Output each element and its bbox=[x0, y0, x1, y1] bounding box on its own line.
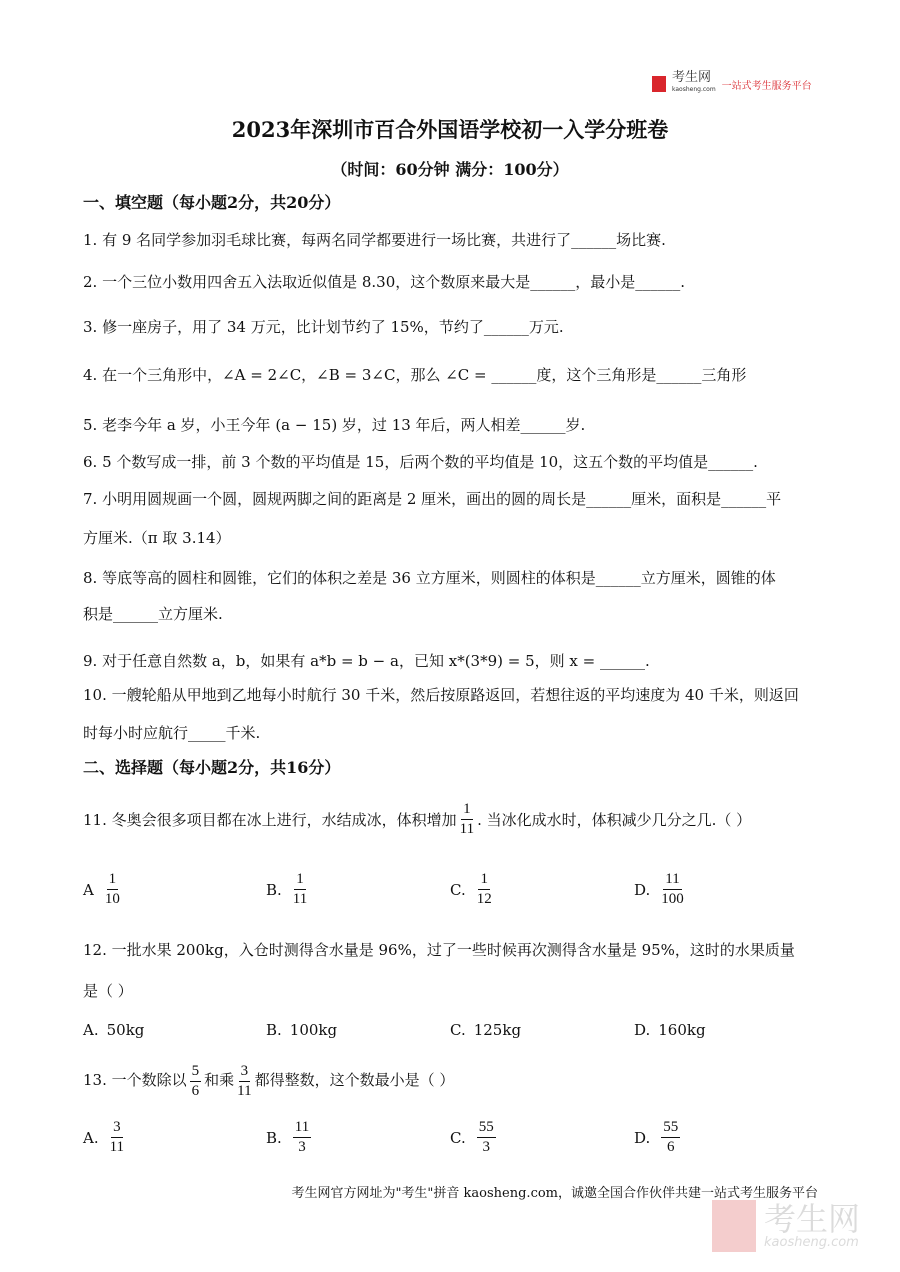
question-line: 方厘米.（π 取 3.14） bbox=[83, 529, 231, 547]
logo-icon bbox=[652, 76, 666, 92]
option-d[interactable]: D. $\frac{11}{100}$ bbox=[634, 871, 684, 907]
option-a[interactable]: A $\frac{1}{10}$ bbox=[83, 871, 120, 907]
option-c[interactable]: C. 125kg bbox=[450, 1021, 522, 1039]
question-line: 7. 小明用圆规画一个圆，圆规两脚之间的距离是 2 厘米，画出的圆的周长是______厘米，面积是______平 bbox=[83, 490, 782, 508]
section-heading: 一、填空题（每小题2分，共20分） bbox=[83, 193, 341, 212]
option-c[interactable]: C. $\frac{1}{12}$ bbox=[450, 871, 492, 907]
question-line: 是（ ） bbox=[83, 982, 133, 1000]
option-b[interactable]: B. 100kg bbox=[266, 1021, 338, 1039]
watermark-logo-icon bbox=[712, 1200, 756, 1252]
question-line: 5. 老李今年 a 岁，小王今年 (a − 15) 岁，过 13 年后，两人相差______岁. bbox=[83, 416, 586, 434]
option-b[interactable]: B. $\frac{1}{11}$ bbox=[266, 871, 308, 907]
page-subtitle: （时间：60分钟 满分：100分） bbox=[331, 160, 569, 179]
question-line: 10. 一艘轮船从甲地到乙地每小时航行 30 千米，然后按原路返回，若想往返的平均速度为 40 千米，则返回 bbox=[83, 686, 799, 704]
page-title: 2023年深圳市百合外国语学校初一入学分班卷 bbox=[231, 117, 669, 142]
option-a[interactable]: A. $\frac{3}{11}$ bbox=[83, 1119, 125, 1155]
footer-text: 考生网官方网址为"考生"拼音 kaosheng.com，诚邀全国合作伙伴共建一站式考生服务平台 bbox=[291, 1186, 818, 1201]
question-line: 9. 对于任意自然数 a，b，如果有 a*b = b − a，已知 x*(3*9) = 5，则 x = ______. bbox=[83, 652, 650, 670]
question-line: 积是______立方厘米. bbox=[83, 605, 223, 623]
watermark: 考生网 kaosheng.com bbox=[712, 1200, 860, 1252]
option-b[interactable]: B. $\frac{11}{3}$ bbox=[266, 1119, 310, 1155]
option-d[interactable]: D. $\frac{55}{6}$ bbox=[634, 1119, 679, 1155]
question-line: 4. 在一个三角形中，∠A = 2∠C，∠B = 3∠C，那么 ∠C = ______度，这个三角形是______三角形 bbox=[83, 366, 747, 384]
question-line: 2. 一个三位小数用四舍五入法取近似值是 8.30，这个数原来最大是______，最小是______. bbox=[83, 273, 686, 291]
question-line: 3. 修一座房子，用了 34 万元，比计划节约了 15%，节约了______万元. bbox=[83, 318, 564, 336]
question-line: 时每小时应航行_____千米. bbox=[83, 724, 261, 742]
section-heading: 二、选择题（每小题2分，共16分） bbox=[83, 758, 341, 777]
question-11: 11. 冬奥会很多项目都在冰上进行，水结成冰，体积增加 $\frac{1}{11}$ . 当冰化成水时，体积减少几分之几.（ ） bbox=[83, 801, 752, 837]
question-line: 8. 等底等高的圆柱和圆锥，它们的体积之差是 36 立方厘米，则圆柱的体积是______立方厘米，圆锥的体 bbox=[83, 569, 776, 587]
brand-name: 考生网 bbox=[672, 70, 712, 85]
brand-url: kaosheng.com bbox=[672, 86, 716, 93]
question-line: 6. 5 个数写成一排，前 3 个数的平均值是 15，后两个数的平均值是 10，这五个数的平均值是______. bbox=[83, 453, 758, 471]
slogan: 一站式考生服务平台 bbox=[721, 80, 812, 92]
option-c[interactable]: C. $\frac{55}{3}$ bbox=[450, 1119, 494, 1155]
fraction: $\frac{1}{11}$ bbox=[459, 801, 475, 837]
kaosheng-logo bbox=[652, 72, 812, 96]
question-13: 13. 一个数除以 $\frac{5}{6}$ 和乘 $\frac{3}{11}$ 都得整数，这个数最小是（ ） bbox=[83, 1062, 455, 1099]
option-d[interactable]: D. 160kg bbox=[634, 1021, 706, 1039]
question-line: 1. 有 9 名同学参加羽毛球比赛，每两名同学都要进行一场比赛，共进行了______场比赛. bbox=[83, 231, 666, 249]
question-line: 12. 一批水果 200kg，入仓时测得含水量是 96%，过了一些时候再次测得含水量是 95%，这时的水果质量 bbox=[83, 941, 795, 959]
option-a[interactable]: A. 50kg bbox=[83, 1021, 145, 1039]
